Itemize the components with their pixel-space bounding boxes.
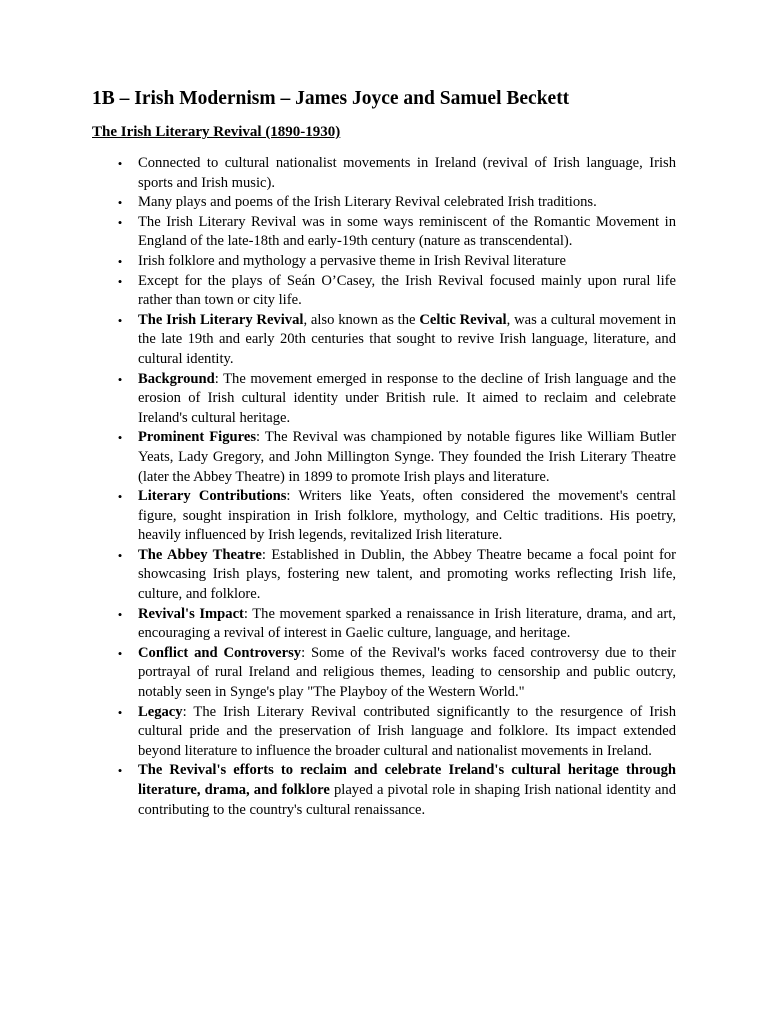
bullet-term: Legacy [138, 703, 183, 720]
bullet-term: Literary Contributions [138, 488, 287, 505]
bullet-icon: • [117, 606, 123, 622]
list-item [0, 252, 768, 272]
bullet-term: The Abbey Theatre [138, 546, 262, 563]
bullet-text: , also known as the [303, 311, 420, 328]
bullet-text: : The movement sparked a renaissance in Irish literature, drama, and art, encouraging a revival of interest in Gaelic culture, language, and heritage. [138, 605, 676, 642]
bullet-text: , was a cultural movement in the late 19th and early 20th centuries that sought to revive Irish language, literature, and cultural identity. [138, 311, 676, 367]
list-item [0, 487, 768, 546]
bullet-text: played a pivotal role in shaping Irish national identity and contributing to the country's cultural renaissance. [138, 782, 676, 818]
bullet-term: Conflict and Controversy [138, 644, 302, 661]
list-item [0, 154, 768, 193]
bullet-icon: • [117, 312, 123, 328]
bullet-icon: • [117, 430, 123, 446]
bullet-icon: • [117, 273, 123, 289]
list-item [0, 703, 768, 762]
bullet-term-secondary: Celtic Revival [419, 311, 507, 328]
list-item [0, 761, 768, 820]
list-item [0, 193, 768, 213]
list-item [0, 272, 768, 311]
bullet-icon: • [117, 371, 123, 387]
section-heading: The Irish Literary Revival (1890-1930) [92, 124, 341, 140]
bullet-icon: • [117, 195, 123, 211]
bullet-icon: • [117, 645, 123, 661]
bullet-text: Many plays and poems of the Irish Literary Revival celebrated Irish traditions. [138, 194, 597, 211]
bullet-text: : Established in Dublin, the Abbey Theatre became a focal point for showcasing Irish plays, fostering new talent, and promoting works reflecting Irish life, culture, and folklore. [138, 546, 676, 603]
bullet-term: Background [138, 370, 215, 387]
bullet-icon: • [117, 156, 123, 171]
bullet-text: Connected to cultural nationalist movements in Ireland (revival of Irish language, Irish sports and Irish music). [138, 155, 676, 191]
bullet-icon: • [117, 763, 123, 779]
bullet-text: The Irish Literary Revival was in some ways reminiscent of the Romantic Movement in England of the late-18th and early-19th century (nature as transcendental). [138, 213, 676, 250]
bullet-icon: • [117, 214, 123, 230]
list-item [0, 213, 768, 252]
bullet-text: : The Revival was championed by notable figures like William Butler Yeats, Lady Gregory, and John Millington Synge. They founded the Irish Literary Theatre (later the Abbey Theatre) in 1899 to promote Irish plays and literature. [138, 429, 676, 485]
bullet-text: : Writers like Yeats, often considered the movement's central figure, sought inspiration in Irish folklore, mythology, and Celtic traditions. His poetry, heavily influenced by Irish legends, revitalized Irish literature. [138, 488, 676, 544]
bullet-term: Revival's Impact [138, 605, 244, 622]
bullet-icon: • [117, 489, 123, 505]
revival-bullet-list [0, 154, 768, 820]
bullet-text: Irish folklore and mythology a pervasive theme in Irish Revival literature [138, 252, 566, 269]
list-item [0, 546, 768, 605]
bullet-term: The Revival's efforts to reclaim and celebrate Ireland's cultural heritage through literature, drama, and folklore [138, 762, 676, 798]
bullet-term: The Irish Literary Revival [138, 311, 304, 328]
list-item [0, 428, 768, 487]
list-item [0, 370, 768, 429]
bullet-text: : The Irish Literary Revival contributed significantly to the resurgence of Irish cultural pride and the preservation of Irish language and folklore. Its impact extended beyond literature to influence the broader cultural and nationalist movements in Ireland. [138, 703, 676, 759]
bullet-text: : Some of the Revival's works faced controversy due to their portrayal of rural Ireland and religious themes, leading to censorship and public outcry, notably seen in Synge's play "The Playboy of the Western World." [138, 644, 677, 701]
list-item [0, 605, 768, 644]
bullet-icon: • [117, 704, 123, 720]
bullet-icon: • [117, 547, 123, 563]
bullet-term: Prominent Figures [138, 429, 257, 446]
bullet-icon: • [117, 253, 123, 269]
document-title: 1B – Irish Modernism – James Joyce and Samuel Beckett [92, 88, 570, 109]
list-item [0, 644, 768, 703]
bullet-text: Except for the plays of Seán O’Casey, the Irish Revival focused mainly upon rural life rather than town or city life. [138, 272, 676, 309]
list-item [0, 311, 768, 370]
bullet-text: : The movement emerged in response to the decline of Irish language and the erosion of Irish cultural identity under British rule. It aimed to reclaim and celebrate Ireland's cultural heritage. [138, 370, 676, 426]
